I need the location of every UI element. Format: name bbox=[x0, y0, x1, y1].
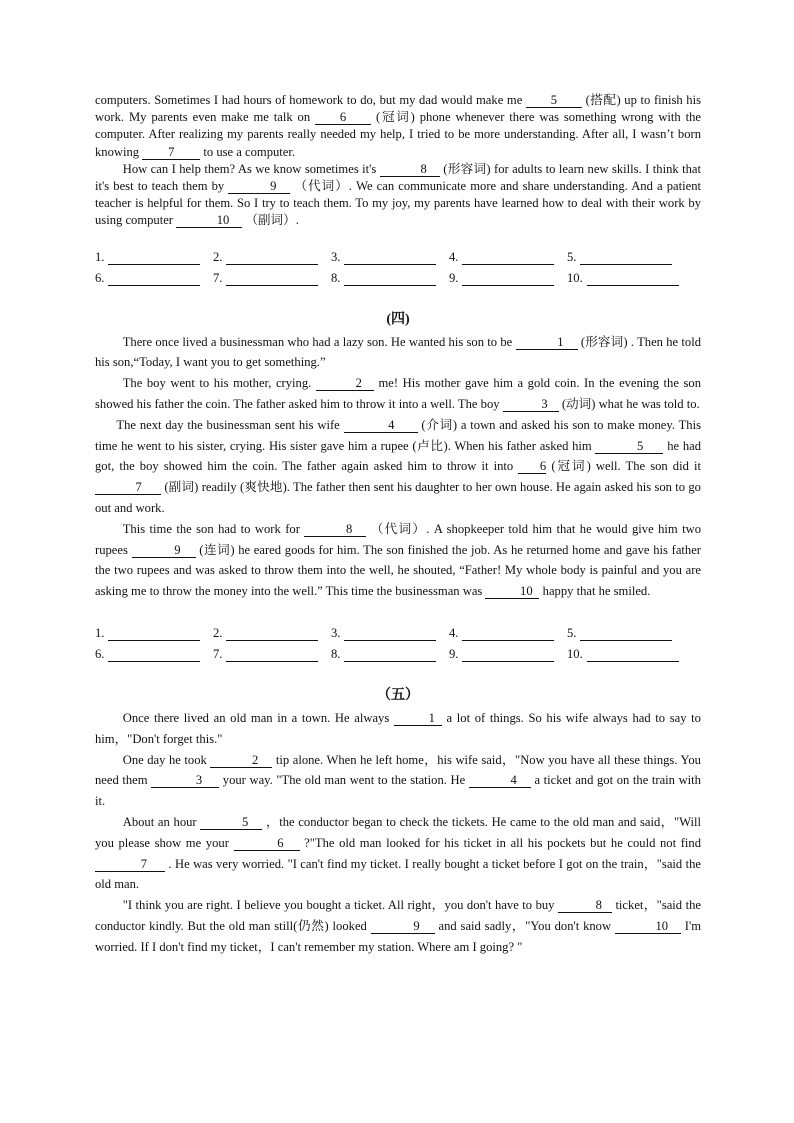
blank-8[interactable]: 8 bbox=[304, 523, 366, 537]
blank-6[interactable]: 6 bbox=[315, 111, 371, 125]
answer-slot[interactable]: 4. bbox=[449, 250, 567, 265]
answer-slot[interactable]: 1. bbox=[95, 250, 213, 265]
answer-row-2 bbox=[95, 641, 701, 662]
blank-8[interactable]: 8 bbox=[380, 163, 440, 177]
answer-slot[interactable]: 6. bbox=[95, 271, 213, 286]
blank-9[interactable]: 9 bbox=[228, 180, 290, 194]
answer-slot[interactable]: 7. bbox=[213, 647, 331, 662]
section4-paragraph-2: The boy went to his mother, crying. 2 me! His mother gave him a gold coin. In the evening the son showed his father the coin. The father asked him to throw it into a well. The boy 3 (动词) what he was told to. bbox=[95, 376, 702, 412]
section4-heading: (四) bbox=[386, 311, 410, 327]
answer-slot[interactable]: 9. bbox=[449, 647, 567, 662]
blank-4[interactable]: 4 bbox=[344, 419, 418, 433]
answer-slot[interactable]: 6. bbox=[95, 647, 213, 662]
blank-4[interactable]: 4 bbox=[469, 774, 531, 788]
worksheet-page bbox=[95, 92, 701, 958]
blank-1[interactable]: 1 bbox=[394, 712, 442, 726]
blank-7[interactable]: 7 bbox=[142, 146, 200, 160]
blank-2[interactable]: 2 bbox=[316, 377, 374, 391]
answer-slot[interactable]: 10. bbox=[567, 647, 685, 662]
section5-heading: （五） bbox=[377, 687, 419, 703]
blank-2[interactable]: 2 bbox=[210, 754, 272, 768]
blank-6[interactable]: 6 bbox=[234, 837, 300, 851]
blank-5[interactable]: 5 bbox=[526, 94, 582, 108]
section5-paragraph-1: Once there lived an old man in a town. He always 1 a lot of things. So his wife always had to say to him，"Don't forget this." bbox=[95, 710, 701, 746]
blank-5[interactable]: 5 bbox=[595, 440, 663, 454]
section4-paragraph-4: This time the son had to work for 8 （代词）. A shopkeeper told him that he would give him two rupees 9 (连词) he eared goods for him. The son finished the job. As he returned home and gave his father the two rupees and was asked to throw them into the well, he shouted, “Father! My whole body is painful and you are asking me to throw the money into the well.” This time the businessman was 10 happy that he smiled. bbox=[95, 521, 702, 599]
blank-3[interactable]: 3 bbox=[151, 774, 219, 788]
blank-5[interactable]: 5 bbox=[200, 816, 262, 830]
answer-slot[interactable]: 7. bbox=[213, 271, 331, 286]
answer-slot[interactable]: 2. bbox=[213, 626, 331, 641]
answer-row-2 bbox=[95, 265, 701, 286]
blank-9[interactable]: 9 bbox=[132, 544, 196, 558]
answer-slot[interactable]: 1. bbox=[95, 626, 213, 641]
blank-8[interactable]: 8 bbox=[558, 899, 612, 913]
blank-10[interactable]: 10 bbox=[176, 214, 242, 228]
answer-slot[interactable]: 3. bbox=[331, 250, 449, 265]
blank-7[interactable]: 7 bbox=[95, 481, 161, 495]
blank-6[interactable]: 6 bbox=[518, 460, 546, 474]
answer-slot[interactable]: 3. bbox=[331, 626, 449, 641]
blank-7[interactable]: 7 bbox=[95, 858, 165, 872]
answer-slot[interactable]: 5. bbox=[567, 626, 685, 641]
answer-slot[interactable]: 4. bbox=[449, 626, 567, 641]
blank-3[interactable]: 3 bbox=[503, 398, 559, 412]
answer-row-1 bbox=[95, 244, 701, 265]
section5-paragraph-3: About an hour 5 ，the conductor began to check the tickets. He came to the old man and said，"Will you please show me your 6 ?"The old man looked for his ticket in all his pockets but he could not find 7 . He was very worried. "I can't find my ticket. I really bought a ticket before I got on the train，"said the old man. bbox=[95, 814, 701, 892]
blank-1[interactable]: 1 bbox=[516, 336, 578, 350]
answer-slot[interactable]: 8. bbox=[331, 647, 449, 662]
answer-slot[interactable]: 8. bbox=[331, 271, 449, 286]
blank-10[interactable]: 10 bbox=[485, 585, 539, 599]
section4-paragraph-1: There once lived a businessman who had a lazy son. He wanted his son to be 1 (形容词) . Then he told his son,“Today, I want you to get something.” bbox=[95, 334, 702, 370]
answer-slot[interactable]: 9. bbox=[449, 271, 567, 286]
blank-9[interactable]: 9 bbox=[371, 920, 435, 934]
section3-paragraph-1: computers. Sometimes I had hours of homework to do, but my dad would make me 5 (搭配) up to finish his work. My parents even make me talk on 6 (冠词) phone whenever there was something wrong with the computer. After realizing my parents really needed my help, I tried to be more understanding. After all, I wasn’t born knowing 7 to use a computer. bbox=[95, 93, 702, 159]
answer-row-1 bbox=[95, 620, 701, 641]
answer-slot[interactable]: 2. bbox=[213, 250, 331, 265]
section5-paragraph-2: One day he took 2 tip alone. When he left home，his wife said，"Now you have all these things. You need them 3 your way. "The old man went to the station. He 4 a ticket and got on the train with it. bbox=[95, 752, 701, 809]
blank-10[interactable]: 10 bbox=[615, 920, 681, 934]
section4-paragraph-3: The next day the businessman sent his wife 4 (介词) a town and asked his son to make money. This time he went to his sister, crying. His sister gave him a rupee (卢比). When his father asked him 5 he had got, the boy showed him the coin. The father again asked him to throw it into 6 (冠词) well. The son did it 7 (副词) readily (爽快地). The father then sent his daughter to her own house. He again asked his son to go out and work. bbox=[95, 417, 702, 515]
section3-paragraph-2: How can I help them? As we know sometimes it's 8 (形容词) for adults to learn new skills. I think that it's best to teach them by 9 （代词）. We can communicate more and share understanding. And a patient teacher is helpful for them. So I try to teach them. To my joy, my parents have learned how to deal with their work by using computer 10 （副词）. bbox=[95, 161, 701, 228]
answer-slot[interactable]: 10. bbox=[567, 271, 685, 286]
answer-slot[interactable]: 5. bbox=[567, 250, 685, 265]
section5-paragraph-4: "I think you are right. I believe you bought a ticket. All right，you don't have to buy 8 ticket，"said the conductor kindly. But the old man still(仍然) looked 9 and said sadly，"You don't know 10 I'm worried. If I don't find my ticket，I can't remember my station. Where am I going? " bbox=[95, 898, 702, 954]
